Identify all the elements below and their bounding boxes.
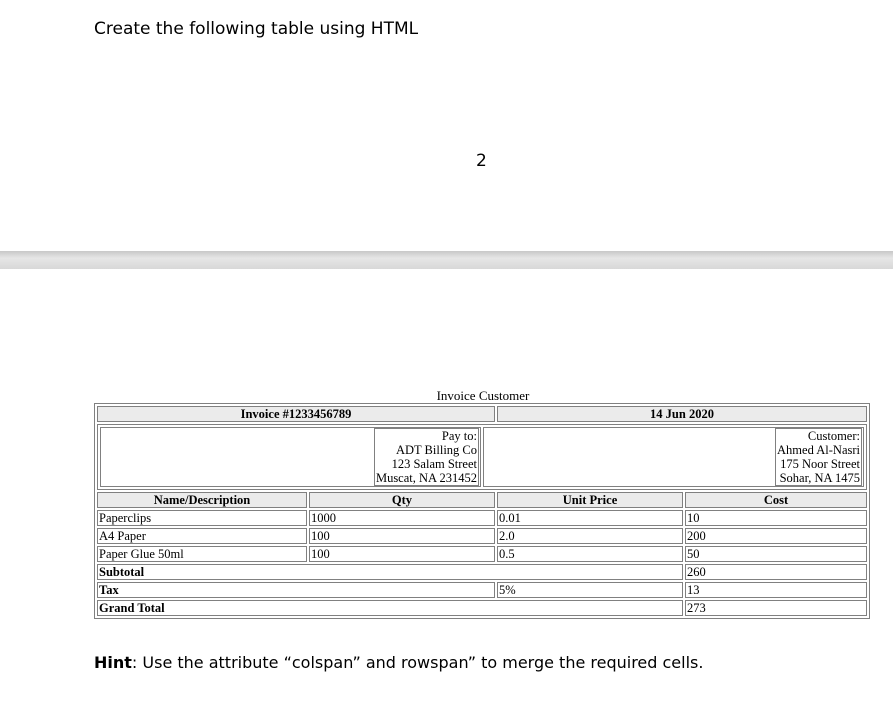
pay-to-container bbox=[100, 427, 481, 487]
table-row bbox=[97, 546, 867, 562]
invoice-table bbox=[94, 403, 870, 619]
customer-block bbox=[775, 428, 862, 486]
item-price: 2.0 bbox=[497, 528, 683, 544]
item-qty: 1000 bbox=[309, 510, 495, 526]
page-top bbox=[0, 0, 893, 251]
customer-city: Sohar, NA 1475 bbox=[779, 471, 860, 485]
item-name: A4 Paper bbox=[97, 528, 307, 544]
pay-to-block bbox=[374, 428, 479, 486]
table-row bbox=[97, 528, 867, 544]
tax-rate: 5% bbox=[497, 582, 683, 598]
item-qty: 100 bbox=[309, 528, 495, 544]
page-separator bbox=[0, 251, 893, 269]
pay-to-name: ADT Billing Co bbox=[395, 443, 477, 457]
grand-total-value: 273 bbox=[685, 600, 867, 616]
grand-total-label: Grand Total bbox=[97, 600, 683, 616]
invoice-number: Invoice #1233456789 bbox=[97, 406, 495, 422]
col-header-unit-price: Unit Price bbox=[497, 492, 683, 508]
tax-row bbox=[97, 582, 867, 598]
item-cost: 10 bbox=[685, 510, 867, 526]
customer-container bbox=[483, 427, 864, 487]
page-number: 2 bbox=[476, 151, 487, 171]
invoice-date: 14 Jun 2020 bbox=[497, 406, 867, 422]
tax-label: Tax bbox=[97, 582, 495, 598]
column-header-row bbox=[97, 492, 867, 508]
pay-to-city: Muscat, NA 231452 bbox=[375, 471, 477, 485]
address-row bbox=[97, 424, 867, 490]
customer-label: Customer: bbox=[807, 429, 860, 443]
address-table bbox=[98, 425, 866, 489]
grand-total-row bbox=[97, 600, 867, 616]
item-cost: 200 bbox=[685, 528, 867, 544]
subtotal-value: 260 bbox=[685, 564, 867, 580]
tax-value: 13 bbox=[685, 582, 867, 598]
address-container bbox=[97, 424, 867, 490]
table-caption: Invoice Customer bbox=[436, 388, 530, 403]
col-header-cost: Cost bbox=[685, 492, 867, 508]
customer-name: Ahmed Al-Nasri bbox=[777, 443, 860, 457]
pay-to-street: 123 Salam Street bbox=[391, 457, 477, 471]
item-price: 0.01 bbox=[497, 510, 683, 526]
subtotal-row bbox=[97, 564, 867, 580]
customer-street: 175 Noor Street bbox=[780, 457, 860, 471]
pay-to-label: Pay to: bbox=[441, 429, 477, 443]
hint-body: : Use the attribute “colspan” and rowspan” to merge the required cells. bbox=[131, 653, 704, 672]
item-price: 0.5 bbox=[497, 546, 683, 562]
instruction-text: Create the following table using HTML bbox=[94, 19, 419, 39]
col-header-name: Name/Description bbox=[97, 492, 307, 508]
hint-label: Hint bbox=[94, 653, 132, 672]
subtotal-label: Subtotal bbox=[97, 564, 683, 580]
item-name: Paperclips bbox=[97, 510, 307, 526]
invoice-header-row bbox=[97, 406, 867, 422]
item-cost: 50 bbox=[685, 546, 867, 562]
item-name: Paper Glue 50ml bbox=[97, 546, 307, 562]
table-row bbox=[97, 510, 867, 526]
hint-text bbox=[94, 653, 703, 672]
item-qty: 100 bbox=[309, 546, 495, 562]
col-header-qty: Qty bbox=[309, 492, 495, 508]
